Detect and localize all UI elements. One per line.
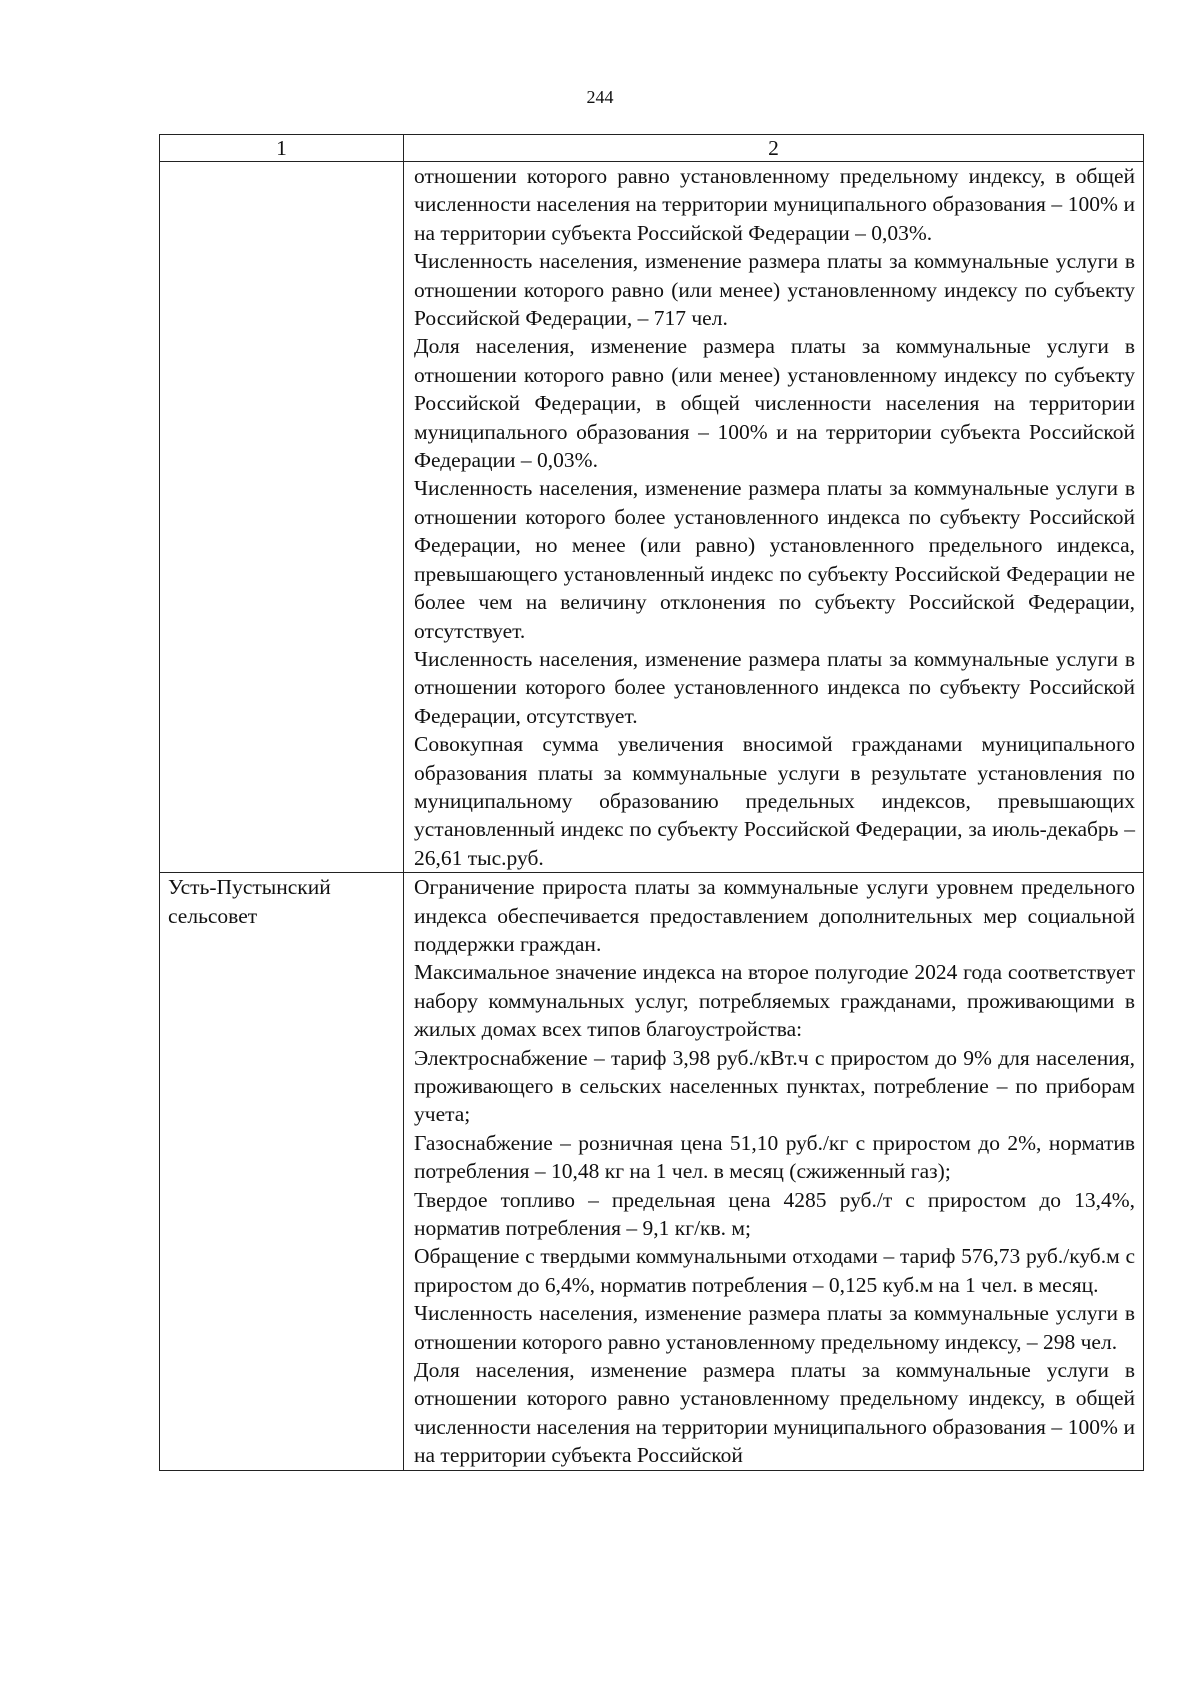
table-row [160, 162, 1144, 873]
description-cell [404, 873, 1144, 1471]
paragraph: Доля населения, изменение размера платы за коммунальные услуги в отношении которого равно (или менее) установленному индексу по субъекту Российской Федерации, в общей численности населения на территории муниципального образования – 100% и на территории субъекта Российской Федерации – 0,03%. [414, 334, 1135, 473]
municipality-cell [160, 162, 404, 873]
column-header-1: 1 [160, 135, 404, 162]
paragraph: Твердое топливо – предельная цена 4285 руб./т с приростом до 13,4%, норматив потребления – 9,1 кг/кв. м; [414, 1187, 1135, 1241]
table-header-row [160, 135, 1144, 162]
municipality-cell: Усть-Пустынский сельсовет [160, 873, 404, 1471]
paragraph: отношении которого равно установленному предельному индексу, в общей численности населения на территории муниципального образования – 100% и на территории субъекта Российской Федерации – 0,03%. [414, 164, 1135, 245]
table-row [160, 873, 1144, 1471]
paragraph: Численность населения, изменение размера платы за коммунальные услуги в отношении которого равно установленному предельному индексу, – 298 чел. [414, 1301, 1135, 1354]
paragraph: Газоснабжение – розничная цена 51,10 руб./кг с приростом до 2%, норматив потребления – 10,48 кг на 1 чел. в месяц (сжиженный газ); [414, 1130, 1135, 1184]
paragraph: Ограничение прироста платы за коммунальные услуги уровнем предельного индекса обеспечивается предоставлением дополнительных мер социальной поддержки граждан. [414, 875, 1135, 956]
description-cell [404, 162, 1144, 873]
paragraph: Электроснабжение – тариф 3,98 руб./кВт.ч с приростом до 9% для населения, проживающего в сельских населенных пунктах, потребление – по приборам учета; [414, 1045, 1135, 1127]
paragraph: Обращение с твердыми коммунальными отходами – тариф 576,73 руб./куб.м с приростом до 6,4%, норматив потребления – 0,125 куб.м на 1 чел. в месяц. [414, 1244, 1135, 1297]
paragraph: Численность населения, изменение размера платы за коммунальные услуги в отношении которого более установленного индекса по субъекту Российской Федерации, но менее (или равно) установленного предельного индекса, превышающего установленный индекс по субъекту Российской Федерации не более чем на величину отклонения по субъекту Российской Федерации, отсутствует. [414, 476, 1135, 643]
column-header-2: 2 [404, 135, 1144, 162]
paragraph: Максимальное значение индекса на второе полугодие 2024 года соответствует набору коммунальных услуг, потребляемых гражданами, проживающими в жилых домах всех типов благоустройства: [414, 960, 1135, 1042]
paragraph: Численность населения, изменение размера платы за коммунальные услуги в отношении которого более установленного индекса по субъекту Российской Федерации, отсутствует. [414, 646, 1135, 728]
paragraph: Доля населения, изменение размера платы за коммунальные услуги в отношении которого равно установленному предельному индексу, в общей численности населения на территории муниципального образования – 100% и на территории субъекта Российской [414, 1358, 1135, 1468]
paragraph: Совокупная сумма увеличения вносимой гражданами муниципального образования платы за коммунальные услуги в результате установления по муниципальному образованию предельных индексов, превышающих установленный индекс по субъекту Российской Федерации, за июль-декабрь – 26,61 тыс.руб. [414, 732, 1135, 870]
document-table [159, 134, 1144, 1471]
page-number: 244 [586, 87, 614, 107]
paragraph: Численность населения, изменение размера платы за коммунальные услуги в отношении которого равно (или менее) установленному индексу по субъекту Российской Федерации, – 717 чел. [414, 249, 1135, 331]
